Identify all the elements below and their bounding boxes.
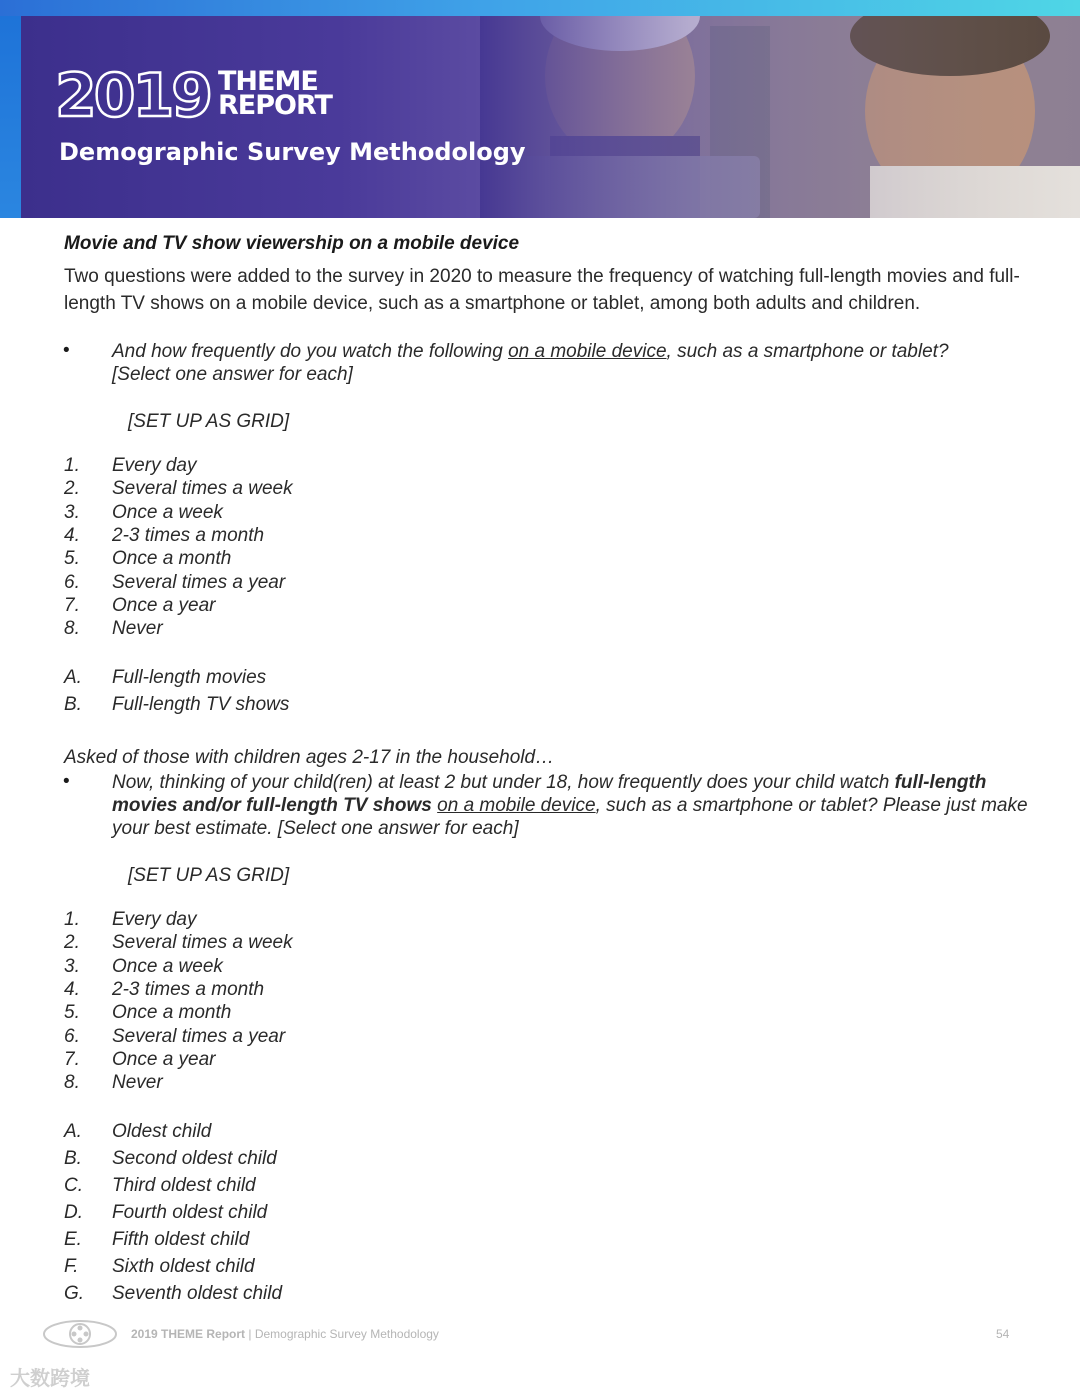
answer-option <box>64 931 293 954</box>
grid-row <box>64 1147 277 1170</box>
question-1-text <box>112 340 1032 386</box>
answer-option <box>64 617 163 640</box>
grid-row-number: C. <box>64 1175 83 1196</box>
page-number: 54 <box>996 1327 1010 1341</box>
answer-option <box>64 501 223 524</box>
answer-option-number: 4. <box>64 524 80 546</box>
answer-option <box>64 477 293 500</box>
answer-option <box>64 547 231 570</box>
answer-option-label: Once a month <box>112 548 232 570</box>
q1-instruction: [Select one answer for each] <box>112 364 353 385</box>
answer-option <box>64 955 223 978</box>
answer-option-label: 2-3 times a month <box>112 978 265 1000</box>
answer-option-label: Every day <box>112 455 197 476</box>
grid-row <box>64 693 289 716</box>
answer-option-number: 2. <box>64 478 80 500</box>
answer-option <box>64 1025 285 1048</box>
grid-note: [SET UP AS GRID] <box>128 411 290 432</box>
answer-option-number: 7. <box>64 1048 80 1070</box>
answer-option <box>64 594 216 617</box>
answer-option <box>64 1048 216 1071</box>
answer-option-label: Never <box>112 618 163 640</box>
report-title-line1: THEME <box>218 66 318 97</box>
answer-option-label: Once a year <box>112 594 216 616</box>
grid-row <box>64 1282 282 1305</box>
grid-row-number: A. <box>64 1121 82 1142</box>
report-year: 2019 <box>55 61 210 131</box>
answer-option-number: 8. <box>64 618 80 640</box>
answer-option-label: Never <box>112 1072 163 1094</box>
answer-option-label: Several times a year <box>112 571 286 593</box>
grid-row <box>64 1120 211 1143</box>
grid-row-label: Second oldest child <box>112 1148 277 1169</box>
footer-separator: | <box>245 1327 255 1341</box>
answer-option-number: 5. <box>64 548 80 570</box>
answer-option-number: 3. <box>64 501 80 523</box>
answer-option-number: 1. <box>64 909 80 930</box>
header-photo <box>480 16 1080 218</box>
answer-option-label: Once a year <box>112 1048 216 1070</box>
grid-row-label: Full-length movies <box>112 667 267 688</box>
answer-option-number: 7. <box>64 594 80 616</box>
grid-row-label: Sixth oldest child <box>112 1256 255 1277</box>
grid-row-number: G. <box>64 1283 85 1304</box>
footer-logo-icon <box>42 1318 118 1350</box>
q1-underlined: on a mobile device <box>508 341 667 362</box>
answer-option-number: 1. <box>64 455 80 476</box>
report-title-line2: REPORT <box>218 90 332 121</box>
grid-row-number: B. <box>64 694 82 715</box>
answer-option-label: Several times a week <box>112 478 293 500</box>
grid-row-number: E. <box>64 1229 82 1250</box>
bullet: • <box>63 771 70 792</box>
answer-option-number: 8. <box>64 1072 80 1094</box>
grid-row-label: Full-length TV shows <box>112 694 290 715</box>
grid-row <box>64 1201 267 1224</box>
answer-option-number: 6. <box>64 571 80 593</box>
footer-report: 2019 THEME Report <box>131 1327 246 1341</box>
answer-option <box>64 1001 231 1024</box>
grid-row-label: Seventh oldest child <box>112 1283 283 1304</box>
answer-option <box>64 571 285 594</box>
grid-note: [SET UP AS GRID] <box>128 865 290 886</box>
q2-instruction: [Select one answer for each] <box>277 818 519 839</box>
grid-row-label: Third oldest child <box>112 1175 256 1196</box>
q1-text-after: , such as a smartphone or tablet? <box>666 341 949 362</box>
answer-option-label: Once a month <box>112 1002 232 1024</box>
footer-section: Demographic Survey Methodology <box>254 1327 439 1341</box>
answer-option-number: 6. <box>64 1025 80 1047</box>
grid-row <box>64 666 266 689</box>
grid-row-number: F. <box>64 1256 79 1277</box>
q2-text-after: , such as a smartphone or tablet? Please just make your best estimate. <box>112 795 1028 839</box>
answer-option <box>64 524 264 547</box>
q2-text-before: Now, thinking of your child(ren) at least 2 but under 18, how frequently does your child watch <box>112 772 895 793</box>
q2-bold-part: full-length movies and/or full-length TV shows <box>112 772 987 816</box>
grid-row-number: D. <box>64 1202 83 1223</box>
page-subtitle: Demographic Survey Methodology <box>59 138 526 166</box>
grid-row-number: A. <box>64 667 82 688</box>
watermark: 大数跨境 <box>10 1368 90 1390</box>
question-2-lead: Asked of those with children ages 2-17 in the household… <box>64 747 555 768</box>
answer-option-label: Once a week <box>112 955 223 977</box>
left-accent-strip <box>0 16 21 218</box>
q1-text-before: And how frequently do you watch the following <box>112 341 509 362</box>
grid-row-label: Fifth oldest child <box>112 1229 250 1250</box>
answer-option-number: 3. <box>64 955 80 977</box>
answer-option <box>64 978 264 1001</box>
grid-row <box>64 1228 249 1251</box>
header-banner <box>21 16 1080 218</box>
intro-paragraph: Two questions were added to the survey in 2020 to measure the frequency of watching full-length movies and full-length TV shows on a mobile device, such as a smartphone or tablet, among both adults and children. <box>64 266 1020 314</box>
bullet: • <box>63 340 70 361</box>
grid-row <box>64 1255 255 1278</box>
answer-option-label: 2-3 times a month <box>112 524 265 546</box>
answer-option <box>64 1071 163 1094</box>
question-2-text <box>112 771 1032 840</box>
answer-option-label: Several times a week <box>112 932 293 954</box>
footer-caption <box>131 1327 439 1341</box>
grid-row-number: B. <box>64 1148 82 1169</box>
top-gradient-bar <box>0 0 1080 16</box>
answer-option-label: Once a week <box>112 501 223 523</box>
answer-option-number: 2. <box>64 932 80 954</box>
answer-option <box>64 908 196 931</box>
answer-option-number: 4. <box>64 978 80 1000</box>
answer-option-label: Several times a year <box>112 1025 286 1047</box>
section-heading: Movie and TV show viewership on a mobile device <box>64 233 520 254</box>
report-title <box>218 66 332 121</box>
answer-option-number: 5. <box>64 1002 80 1024</box>
q2-underlined: on a mobile device <box>437 795 596 816</box>
answer-option-label: Every day <box>112 909 197 930</box>
answer-option <box>64 454 196 477</box>
grid-row-label: Fourth oldest child <box>112 1202 268 1223</box>
grid-row-label: Oldest child <box>112 1121 212 1142</box>
grid-row <box>64 1174 256 1197</box>
